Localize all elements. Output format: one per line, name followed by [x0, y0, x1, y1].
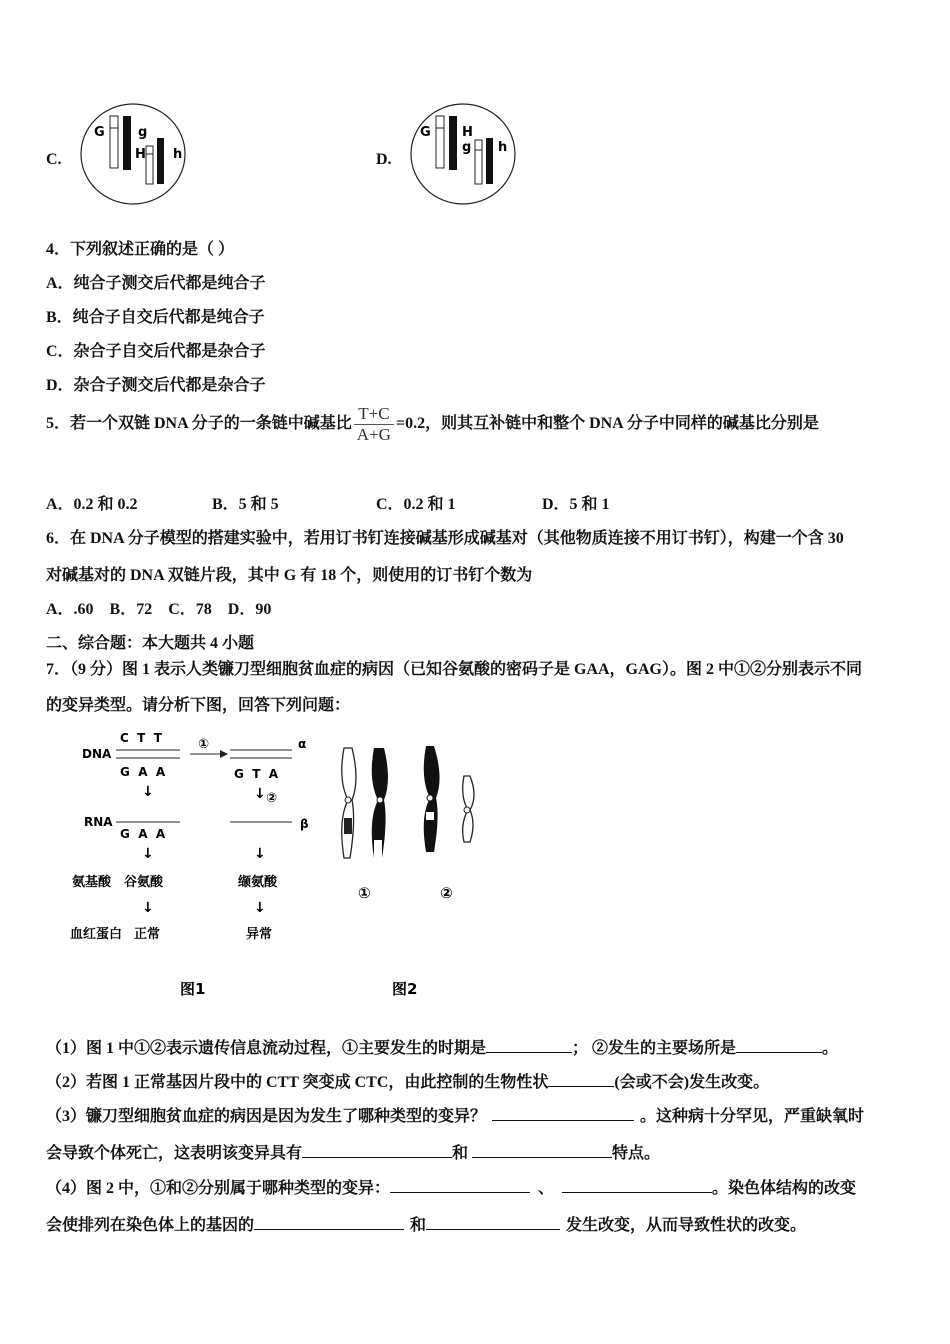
dna-row-label: DNA — [82, 747, 112, 761]
q7-sub1-text-b: ； ②发生的主要场所是 — [572, 1040, 737, 1057]
answer-blank[interactable] — [548, 1072, 614, 1087]
answer-blank[interactable] — [486, 1038, 572, 1053]
q7-sub1-text-c: 。 — [822, 1040, 839, 1057]
dna-top-strand-normal: C T T — [120, 731, 162, 745]
cell-diagram-c — [78, 98, 190, 208]
down-arrow-icon: ↓ — [142, 846, 154, 862]
figure-1-caption: 图1 — [180, 980, 206, 998]
q7-sub4-text-d: 会使排列在染色体上的基因的 — [46, 1217, 255, 1234]
down-arrow-icon: ↓ — [254, 900, 266, 916]
gene-G-label: G — [94, 125, 105, 140]
q7-sub4-line1 — [46, 1175, 856, 1198]
answer-blank[interactable] — [492, 1106, 634, 1121]
beta-strand-label: β — [300, 817, 309, 831]
amino-acid-normal: 谷氨酸 — [124, 875, 164, 890]
answer-blank[interactable] — [562, 1178, 712, 1193]
q7-sub1 — [46, 1035, 838, 1058]
q7-sub3-text-a: （3）镰刀型细胞贫血症的病因是因为发生了哪种类型的变异？ — [46, 1108, 487, 1125]
answer-blank[interactable] — [426, 1215, 560, 1230]
fraction-denominator: A+G — [354, 424, 394, 445]
q7-sub3-line1 — [46, 1103, 864, 1126]
q7-sub3-line2 — [46, 1140, 660, 1163]
q7-sub3-text-b: 。这种病十分罕见，严重缺氧时 — [640, 1108, 865, 1125]
q4-stem: 4．下列叙述正确的是（ ） — [46, 241, 235, 258]
q7-sub4-line2 — [46, 1212, 806, 1235]
q5-stem-before: 5．若一个双链 DNA 分子的一条链中碱基比 — [46, 415, 352, 433]
q7-line2: 的变异类型。请分析下图，回答下列问题： — [46, 697, 351, 714]
dna-bottom-strand-mutant: G T A — [234, 767, 279, 781]
base-ratio-fraction — [354, 404, 394, 445]
q5-stem — [46, 404, 819, 445]
answer-blank[interactable] — [302, 1143, 452, 1158]
dna-bottom-strand-normal: G A A — [120, 765, 166, 779]
gene-g-label: g — [462, 140, 472, 155]
q5-stem-after: =0.2，则其互补链中和整个 DNA 分子中同样的碱基比分别是 — [395, 415, 819, 433]
gene-h-label: h — [173, 147, 183, 162]
option-d-label: D. — [376, 151, 392, 168]
figure-1-diagram — [70, 726, 330, 1006]
gene-G-label: G — [420, 125, 431, 140]
q6-line2: 对碱基对的 DNA 双链片段，其中 G 有 18 个，则使用的订书钉个数为 — [46, 567, 533, 584]
q5-option-b: B．5 和 5 — [212, 496, 279, 513]
amino-acid-row-label: 氨基酸 — [72, 875, 112, 890]
q7-sub4-text-a: （4）图 2 中，①和②分别属于哪种类型的变异： — [46, 1180, 391, 1197]
q4-option-d: D．杂合子测交后代都是杂合子 — [46, 377, 266, 394]
rna-strand-normal: G A A — [120, 827, 166, 841]
down-arrow-icon: ↓ — [142, 900, 154, 916]
q7-sub1-text-a: （1）图 1 中①②表示遗传信息流动过程，①主要发生的时期是 — [46, 1040, 487, 1057]
section-title: 二、综合题：本大题共 4 小题 — [46, 635, 255, 652]
option-c-label: C. — [46, 151, 62, 168]
q4-option-a: A．纯合子测交后代都是纯合子 — [46, 275, 266, 292]
down-arrow-icon: ↓ — [142, 784, 154, 800]
gene-g-label: g — [138, 125, 148, 140]
step-1-label: ① — [198, 737, 210, 752]
q6-options: A．.60 B．72 C．78 D．90 — [46, 601, 272, 618]
down-arrow-icon: ↓ — [254, 786, 266, 802]
q4-option-c: C．杂合子自交后代都是杂合子 — [46, 343, 266, 360]
rna-row-label: RNA — [84, 815, 113, 829]
q4-option-b: B．纯合子自交后代都是纯合子 — [46, 309, 265, 326]
protein-normal: 正常 — [134, 927, 161, 942]
q7-sub4-text-c: 。染色体结构的改变 — [712, 1180, 857, 1197]
gene-H-label: H — [462, 125, 473, 140]
q7-sub3-text-c: 会导致个体死亡，这表明该变异具有 — [46, 1145, 303, 1162]
q7-sub4-text-e: 和 — [410, 1217, 427, 1234]
q7-sub3-text-e: 特点。 — [612, 1145, 661, 1162]
q7-sub2-text-b: (会或不会)发生改变。 — [614, 1074, 770, 1091]
fraction-numerator: T+C — [358, 404, 390, 423]
answer-blank[interactable] — [254, 1215, 404, 1230]
figure-2-label-1: ① — [358, 884, 371, 902]
gene-h-label: h — [498, 140, 508, 155]
q7-sub3-text-d: 和 — [452, 1145, 469, 1162]
q7-line1: 7．（9 分）图 1 表示人类镰刀型细胞贫血症的病因（已知谷氨酸的密码子是 GAA，GAG）。图 2 中①②分别表示不同 — [46, 661, 863, 678]
q7-sub2-text-a: （2）若图 1 正常基因片段中的 CTT 突变成 CTC，由此控制的生物性状 — [46, 1074, 549, 1091]
protein-row-label: 血红蛋白 — [70, 927, 123, 942]
figure-2-caption: 图2 — [392, 980, 418, 998]
q7-sub4-text-b: 、 — [538, 1180, 555, 1197]
q7-sub2 — [46, 1069, 769, 1092]
figure-2-label-2: ② — [440, 884, 453, 902]
q5-option-c: C．0.2 和 1 — [376, 496, 456, 513]
amino-acid-mutant: 缬氨酸 — [238, 875, 278, 890]
down-arrow-icon: ↓ — [254, 846, 266, 862]
answer-blank[interactable] — [736, 1038, 822, 1053]
figure-2-diagram — [330, 740, 500, 1006]
q5-option-a: A．0.2 和 0.2 — [46, 496, 138, 513]
gene-H-label: H — [135, 147, 146, 162]
q7-sub4-text-f: 发生改变，从而导致性状的改变。 — [566, 1217, 807, 1234]
q5-option-d: D．5 和 1 — [542, 496, 610, 513]
answer-blank[interactable] — [390, 1178, 530, 1193]
q6-line1: 6．在 DNA 分子模型的搭建实验中，若用订书钉连接碱基形成碱基对（其他物质连接不用订书钉），构建一个含 30 — [46, 530, 844, 547]
alpha-strand-label: α — [298, 737, 307, 751]
protein-mutant: 异常 — [246, 927, 273, 942]
cell-diagram-d — [408, 98, 520, 208]
answer-blank[interactable] — [472, 1143, 612, 1158]
step-2-label: ② — [266, 791, 278, 806]
